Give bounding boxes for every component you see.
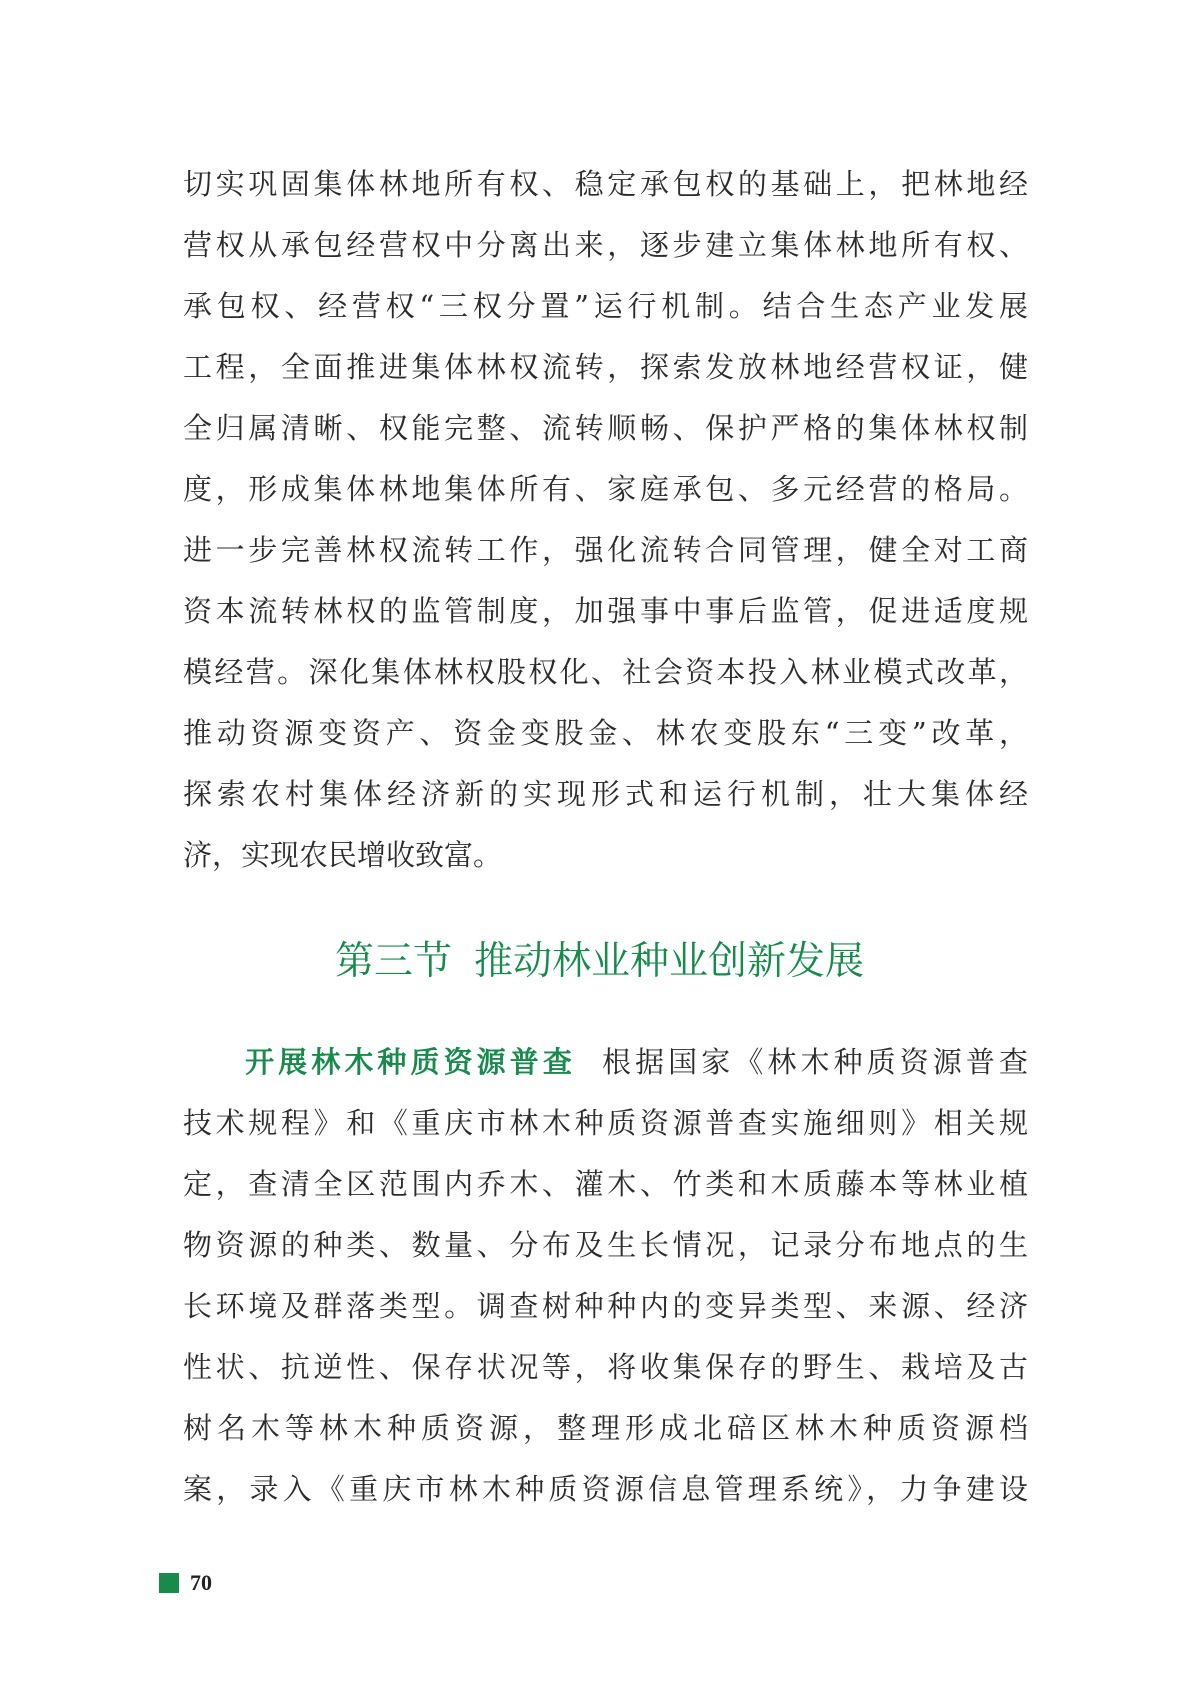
paragraph-line: 性状、抗逆性、保存状况等，将收集保存的野生、栽培及古 <box>183 1350 1028 1384</box>
paragraph-line: 案，录入《重庆市林木种质资源信息管理系统》，力争建设 <box>183 1472 1028 1506</box>
paragraph-line: 物资源的种类、数量、分布及生长情况，记录分布地点的生 <box>183 1228 1028 1262</box>
paragraph-line: 度，形成集体林地集体所有、家庭承包、多元经营的格局。 <box>183 472 1028 506</box>
section-title-text: 推动林业种业创新发展 <box>474 939 865 984</box>
paragraph-first-line <box>183 1032 1028 1093</box>
paragraph-line: 模经营。深化集体林权股权化、社会资本投入林业模式改革， <box>183 655 1028 689</box>
paragraph-line: 进一步完善林权流转工作，强化流转合同管理，健全对工商 <box>183 533 1028 567</box>
paragraph-line: 技术规程》和《重庆市林木种质资源普查实施细则》相关规 <box>183 1106 1028 1140</box>
paragraph-line: 工程，全面推进集体林权流转，探索发放林地经营权证，健 <box>183 350 1028 384</box>
paragraph-line: 树名木等林木种质资源，整理形成北碚区林木种质资源档 <box>183 1411 1028 1445</box>
paragraph-line: 定，查清全区范围内乔木、灌木、竹类和木质藤本等林业植 <box>183 1167 1028 1201</box>
paragraph-line: 全归属清晰、权能完整、流转顺畅、保护严格的集体林权制 <box>183 411 1028 445</box>
page-footer <box>159 1570 212 1596</box>
paragraph-line: 资本流转林权的监管制度，加强事中事后监管，促进适度规 <box>183 594 1028 628</box>
paragraph-line: 长环境及群落类型。调查树种种内的变异类型、来源、经济 <box>183 1289 1028 1323</box>
body-paragraph-2 <box>183 1032 1028 1520</box>
first-line-text: 根据国家《林木种质资源普查 <box>597 1045 1028 1079</box>
section-number: 第三节 <box>334 939 452 984</box>
paragraph-line: 承包权、经营权“三权分置”运行机制。结合生态产业发展 <box>183 289 1028 323</box>
green-square-marker <box>159 1573 179 1593</box>
section-heading <box>0 934 1199 990</box>
paragraph-line: 济，实现农民增收致富。 <box>183 838 503 872</box>
paragraph-line: 探索农村集体经济新的实现形式和运行机制，壮大集体经 <box>183 777 1028 811</box>
paragraph-line: 切实巩固集体林地所有权、稳定承包权的基础上，把林地经 <box>183 167 1028 201</box>
paragraph-line: 推动资源变资产、资金变股金、林农变股东“三变”改革， <box>183 716 1028 750</box>
run-in-heading: 开展林木种质资源普查 <box>241 1045 576 1079</box>
page-number: 70 <box>190 1570 212 1595</box>
body-paragraph-1 <box>183 154 1028 886</box>
paragraph-line: 营权从承包经营权中分离出来，逐步建立集体林地所有权、 <box>183 228 1028 262</box>
